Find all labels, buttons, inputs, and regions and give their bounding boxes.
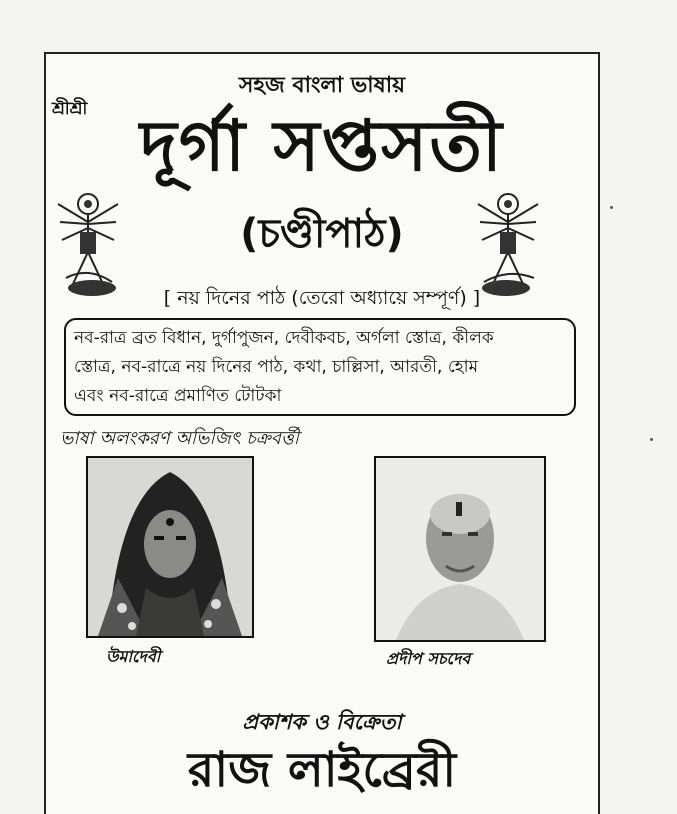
book-cover [44, 52, 600, 814]
portrait-pradeep-image [376, 458, 544, 640]
paper-speck [610, 206, 613, 209]
author-credit: ভাষা অলংকরণ অভিজিৎ চক্রবর্ত্তী [60, 428, 299, 449]
publisher-name: রাজ লাইব্রেরী [187, 742, 457, 798]
caption-pradeep: প্রদীপ সচদেব [386, 649, 471, 668]
contents-box [64, 318, 576, 416]
caption-umadevi: উমাদেবী [106, 647, 161, 666]
paper-speck [650, 438, 653, 441]
portrait-umadevi-image [88, 458, 252, 636]
contents-line: নব-রাত্র ব্রত বিধান, দুর্গাপুজন, দেবীকবচ, অর্গলা স্তোত্র, কীলক [74, 328, 494, 348]
cover-subtitle: সহজ বাংলা ভাষায় [238, 73, 406, 98]
cover-tagline: [ নয় দিনের পাঠ (তেরো অধ্যায়ে সম্পূর্ণ) ] [163, 287, 481, 309]
portrait-photo-umadevi [86, 456, 254, 638]
contents-line: এবং নব-রাত্রে প্রমাণিত টোটকা [74, 386, 282, 406]
portrait-photo-pradeep [374, 456, 546, 642]
publisher-label: প্রকাশক ও বিক্রেতা [242, 710, 402, 734]
contents-line: স্তোত্র, নব-রাত্রে নয় দিনের পাঠ, কথা, চাল্লিসা, আরতী, হোম [74, 357, 479, 377]
cover-title: দূর্গা সপ্তসতী [140, 105, 504, 187]
cover-subtitle-chandipath: (চণ্ডীপাঠ) [240, 211, 404, 257]
title-prefix: শ্রীশ্রী [52, 99, 88, 119]
